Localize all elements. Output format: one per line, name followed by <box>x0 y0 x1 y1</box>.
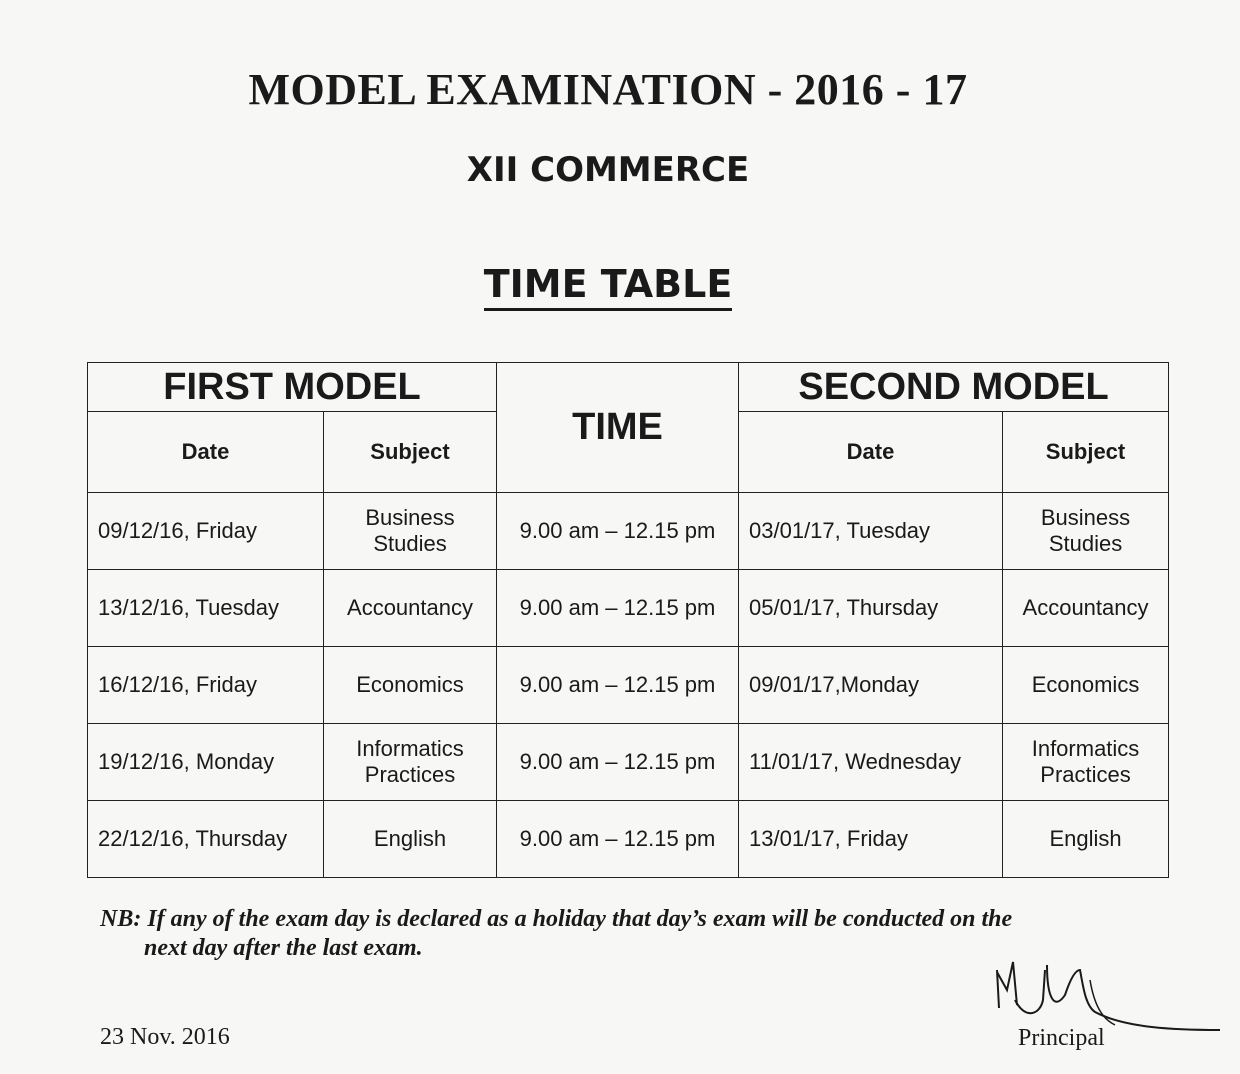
signatory-label: Principal <box>1018 1025 1105 1051</box>
time-cell: 9.00 am – 12.15 pm <box>497 801 739 878</box>
second-subject-cell: Accountancy <box>1003 570 1169 647</box>
time-cell: 9.00 am – 12.15 pm <box>497 570 739 647</box>
first-subject-cell: English <box>324 801 497 878</box>
first-date-cell: 16/12/16, Friday <box>88 647 324 724</box>
first-date-cell: 19/12/16, Monday <box>88 724 324 801</box>
first-subject-cell: Informatics Practices <box>324 724 497 801</box>
table-row <box>88 493 1169 570</box>
first-subject-header: Subject <box>324 412 497 493</box>
timetable <box>87 362 1169 878</box>
timetable-heading <box>0 262 1216 306</box>
first-date-header: Date <box>88 412 324 493</box>
first-date-cell: 13/12/16, Tuesday <box>88 570 324 647</box>
time-cell: 9.00 am – 12.15 pm <box>497 493 739 570</box>
table-row <box>88 724 1169 801</box>
second-date-header: Date <box>739 412 1003 493</box>
timetable-heading-text: TIME TABLE <box>484 262 733 311</box>
table-row <box>88 570 1169 647</box>
class-name: XII COMMERCE <box>466 150 750 190</box>
first-date-cell: 09/12/16, Friday <box>88 493 324 570</box>
second-date-cell: 09/01/17,Monday <box>739 647 1003 724</box>
note-line-1: NB: If any of the exam day is declared as a holiday that day’s exam will be conducted on the <box>100 906 1013 932</box>
second-subject-cell: Business Studies <box>1003 493 1169 570</box>
document-title: MODEL EXAMINATION - 2016 - 17 <box>248 65 968 114</box>
first-model-header: FIRST MODEL <box>88 363 497 412</box>
second-subject-cell: Economics <box>1003 647 1169 724</box>
time-header: TIME <box>497 363 739 493</box>
first-subject-cell: Accountancy <box>324 570 497 647</box>
first-subject-cell: Business Studies <box>324 493 497 570</box>
issue-date: 23 Nov. 2016 <box>100 1024 230 1050</box>
note-line-2: next day after the last exam. <box>144 935 423 961</box>
second-date-cell: 11/01/17, Wednesday <box>739 724 1003 801</box>
second-date-cell: 05/01/17, Thursday <box>739 570 1003 647</box>
table-row <box>88 801 1169 878</box>
note <box>100 905 1100 963</box>
first-date-cell: 22/12/16, Thursday <box>88 801 324 878</box>
first-subject-cell: Economics <box>324 647 497 724</box>
second-subject-cell: English <box>1003 801 1169 878</box>
second-subject-cell: Informatics Practices <box>1003 724 1169 801</box>
time-cell: 9.00 am – 12.15 pm <box>497 724 739 801</box>
time-cell: 9.00 am – 12.15 pm <box>497 647 739 724</box>
second-date-cell: 13/01/17, Friday <box>739 801 1003 878</box>
second-date-cell: 03/01/17, Tuesday <box>739 493 1003 570</box>
second-subject-header: Subject <box>1003 412 1169 493</box>
table-row <box>88 647 1169 724</box>
second-model-header: SECOND MODEL <box>739 363 1169 412</box>
